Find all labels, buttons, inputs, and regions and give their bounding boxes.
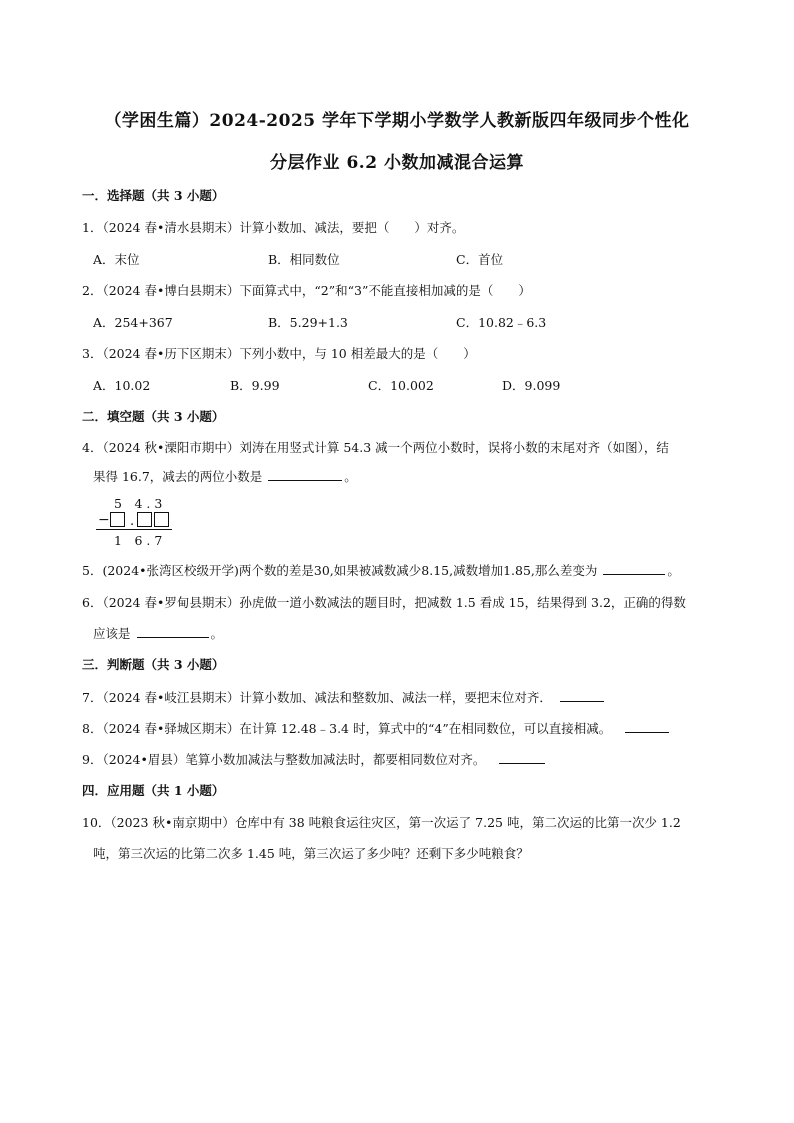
question-1-option-b: B．相同数位	[268, 252, 340, 267]
answer-blank[interactable]	[560, 689, 604, 702]
question-3: 3．（2024 春•历下区期末）下列小数中，与 10 相差最大的是（ ）	[82, 346, 476, 361]
question-7	[82, 688, 606, 706]
question-3-option-c: C．10.002	[368, 378, 434, 393]
minus-sign: −	[98, 512, 110, 528]
answer-blank[interactable]	[268, 468, 342, 481]
decimal-point: .	[130, 514, 135, 529]
section-heading-application: 四．应用题（共 1 小题）	[82, 783, 225, 798]
section-heading-fill: 二．填空题（共 3 小题）	[82, 409, 225, 424]
answer-blank[interactable]	[625, 720, 669, 733]
question-10-continuation: 吨，第三次运的比第二次多 1.45 吨，第三次运了多少吨？还剩下多少吨粮食？	[93, 846, 529, 861]
question-8	[82, 719, 671, 737]
question-6-end: 。	[210, 626, 224, 641]
question-5-text: 5．(2024•张湾区校级开学)两个数的差是30,如果被减数减少8.15,减数增加1.85,那么差变为	[82, 563, 598, 578]
answer-blank[interactable]	[499, 751, 545, 764]
question-4-continuation	[93, 467, 357, 485]
answer-blank[interactable]	[137, 625, 209, 638]
question-4-end: 。	[344, 469, 357, 484]
question-7-text: 7．（2024 春•岐江县期末）计算小数加、减法和整数加、减法一样，要把末位对齐．	[82, 690, 552, 705]
question-1: 1．（2024 春•清水县期末）计算小数加、减法，要把（ ）对齐。	[82, 220, 465, 235]
vertical-subtraction-figure	[92, 494, 182, 546]
minuend-digits: 5 4 . 3	[114, 496, 163, 511]
digit-box	[110, 512, 125, 527]
question-5	[82, 561, 680, 579]
section-heading-judge: 三．判断题（共 3 小题）	[82, 657, 225, 672]
answer-blank[interactable]	[603, 562, 665, 575]
question-8-text: 8．（2024 春•驿城区期末）在计算 12.48﹣3.4 时，算式中的“4”在相同数位，可以直接相减。	[82, 721, 612, 736]
question-1-option-c: C．首位	[456, 252, 504, 267]
question-3-option-a: A．10.02	[93, 378, 151, 393]
question-3-option-b: B．9.99	[230, 378, 280, 393]
question-4: 4．（2024 秋•溧阳市期中）刘涛在用竖式计算 54.3 减一个两位小数时，误将小数的末尾对齐（如图），结	[82, 440, 669, 455]
result-line	[96, 529, 172, 530]
question-6-continuation	[93, 624, 223, 642]
question-2-option-a: A．254+367	[93, 315, 173, 330]
digit-box	[137, 512, 152, 527]
question-5-end: 。	[667, 563, 680, 578]
question-4-cont-text: 果得 16.7，减去的两位小数是	[93, 469, 263, 484]
question-6-cont-text: 应该是	[93, 626, 131, 641]
question-10: 10．（2023 秋•南京期中）仓库中有 38 吨粮食运往灾区，第一次运了 7.25 吨，第二次运的比第一次少 1.2	[82, 815, 681, 830]
question-2-option-c: C．10.82﹣6.3	[456, 315, 547, 330]
question-3-option-d: D．9.099	[502, 378, 561, 393]
page-subtitle: 分层作业 6.2 小数加减混合运算	[270, 153, 524, 173]
question-9-text: 9．（2024•眉县）笔算小数加减法与整数加减法时，都要相同数位对齐。	[82, 752, 486, 767]
section-heading-choice: 一．选择题（共 3 小题）	[82, 188, 225, 203]
question-2-option-b: B．5.29+1.3	[268, 315, 348, 330]
digit-box	[154, 512, 169, 527]
page-title: （学困生篇）2024-2025 学年下学期小学数学人教新版四年级同步个性化	[104, 111, 690, 131]
question-1-option-a: A．末位	[93, 252, 140, 267]
question-9	[82, 750, 547, 768]
question-2: 2．（2024 春•博白县期末）下面算式中，“2”和“3”不能直接相加减的是（ ）	[82, 283, 531, 298]
result-digits: 1 6 . 7	[114, 533, 163, 548]
question-6: 6．（2024 春•罗甸县期末）孙虎做一道小数减法的题目时，把减数 1.5 看成 15，结果得到 3.2，正确的得数	[82, 595, 686, 610]
